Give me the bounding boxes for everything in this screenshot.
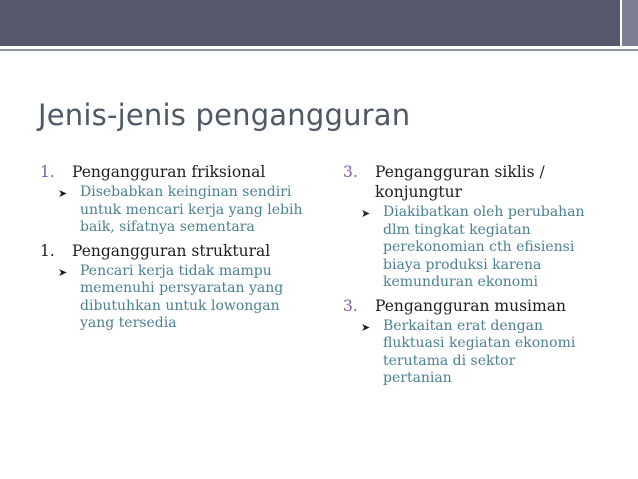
list-item — [343, 296, 613, 388]
item-heading: Pengangguran friksional — [72, 163, 266, 181]
header-bar — [0, 0, 638, 46]
list-item — [40, 162, 315, 237]
left-column — [40, 162, 315, 333]
right-column — [343, 162, 613, 388]
item-detail: Diakibatkan oleh perubahan dlm tingkat kegiatan perekonomian cth efisiensi biaya produksi karena kemunduran ekonomi — [383, 204, 585, 290]
arrow-bullet-icon: ➤ — [58, 265, 68, 279]
item-number: 1. — [40, 241, 55, 260]
item-heading: Pengangguran siklis / konjungtur — [375, 163, 545, 201]
list-item — [40, 241, 315, 333]
item-detail: Disebabkan keinginan sendiri untuk mencari kerja yang lebih baik, sifatnya sementara — [80, 184, 303, 235]
item-detail: Pencari kerja tidak mampu memenuhi persyaratan yang dibutuhkan untuk lowongan yang tersedia — [80, 262, 284, 331]
list-item — [343, 162, 613, 292]
slide-title: Jenis-jenis pengangguran — [38, 98, 411, 132]
arrow-bullet-icon: ➤ — [58, 187, 68, 200]
arrow-bullet-icon: ➤ — [361, 207, 371, 220]
arrow-bullet-icon: ➤ — [361, 320, 371, 334]
item-number: 3. — [343, 163, 358, 181]
header-divider — [0, 49, 638, 51]
item-heading: Pengangguran musiman — [375, 296, 566, 315]
header-accent — [620, 0, 638, 46]
item-number: 1. — [40, 163, 55, 181]
item-heading: Pengangguran struktural — [72, 241, 271, 260]
item-detail: Berkaitan erat dengan fluktuasi kegiatan ekonomi terutama di sektor pertanian — [383, 317, 576, 386]
item-number: 3. — [343, 296, 358, 315]
